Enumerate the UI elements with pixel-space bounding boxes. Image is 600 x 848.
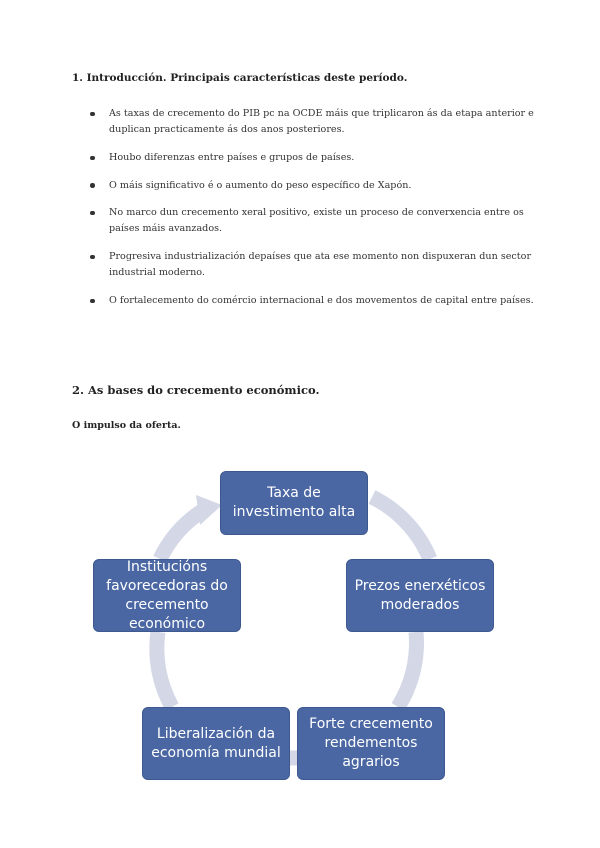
node-investment-rate: Taxa de investimento alta <box>220 471 368 535</box>
list-item <box>88 106 548 137</box>
list-item <box>88 293 548 309</box>
list-item-text: As taxas de crecemento do PIB pc na OCDE máis que triplicaron ás da etapa anterior e duplican practicamente ás dos anos posteriores. <box>109 108 534 135</box>
node-growth-institutions: Institucións favorecedoras do crecemento económico <box>93 559 241 632</box>
list-item-text: Progresiva industrialización depaíses que ata ese momento non dispuxeran dun sector industrial moderno. <box>109 251 532 278</box>
list-item-text: O fortalecemento do comércio internacional e dos movementos de capital entre países. <box>109 295 534 306</box>
list-item <box>88 205 548 236</box>
list-item <box>88 178 548 194</box>
characteristics-list <box>88 106 548 309</box>
list-item <box>88 150 548 166</box>
list-item-text: Houbo diferenzas entre países e grupos de países. <box>109 152 355 163</box>
supply-cycle-diagram <box>0 455 600 795</box>
list-item <box>88 249 548 280</box>
bullet-icon <box>90 112 95 117</box>
section-1-heading: 1. Introducción. Principais características deste período. <box>72 72 408 84</box>
bullet-icon <box>90 299 95 304</box>
section-2-heading: 2. As bases do crecemento económico. <box>72 383 320 397</box>
section-2-subheading: O impulso da oferta. <box>72 420 181 431</box>
bullet-icon <box>90 156 95 161</box>
node-economic-liberalization: Liberalización da economía mundial <box>142 707 290 780</box>
list-item-text: No marco dun crecemento xeral positivo, existe un proceso de converxencia entre os países máis avanzados. <box>109 207 524 234</box>
bullet-icon <box>90 255 95 260</box>
node-agricultural-yields: Forte crecemento rendementos agrarios <box>297 707 445 780</box>
bullet-icon <box>90 211 95 216</box>
node-energy-prices: Prezos enerxéticos moderados <box>346 559 494 632</box>
list-item-text: O máis significativo é o aumento do peso específico de Xapón. <box>109 179 412 191</box>
bullet-icon <box>90 183 95 188</box>
